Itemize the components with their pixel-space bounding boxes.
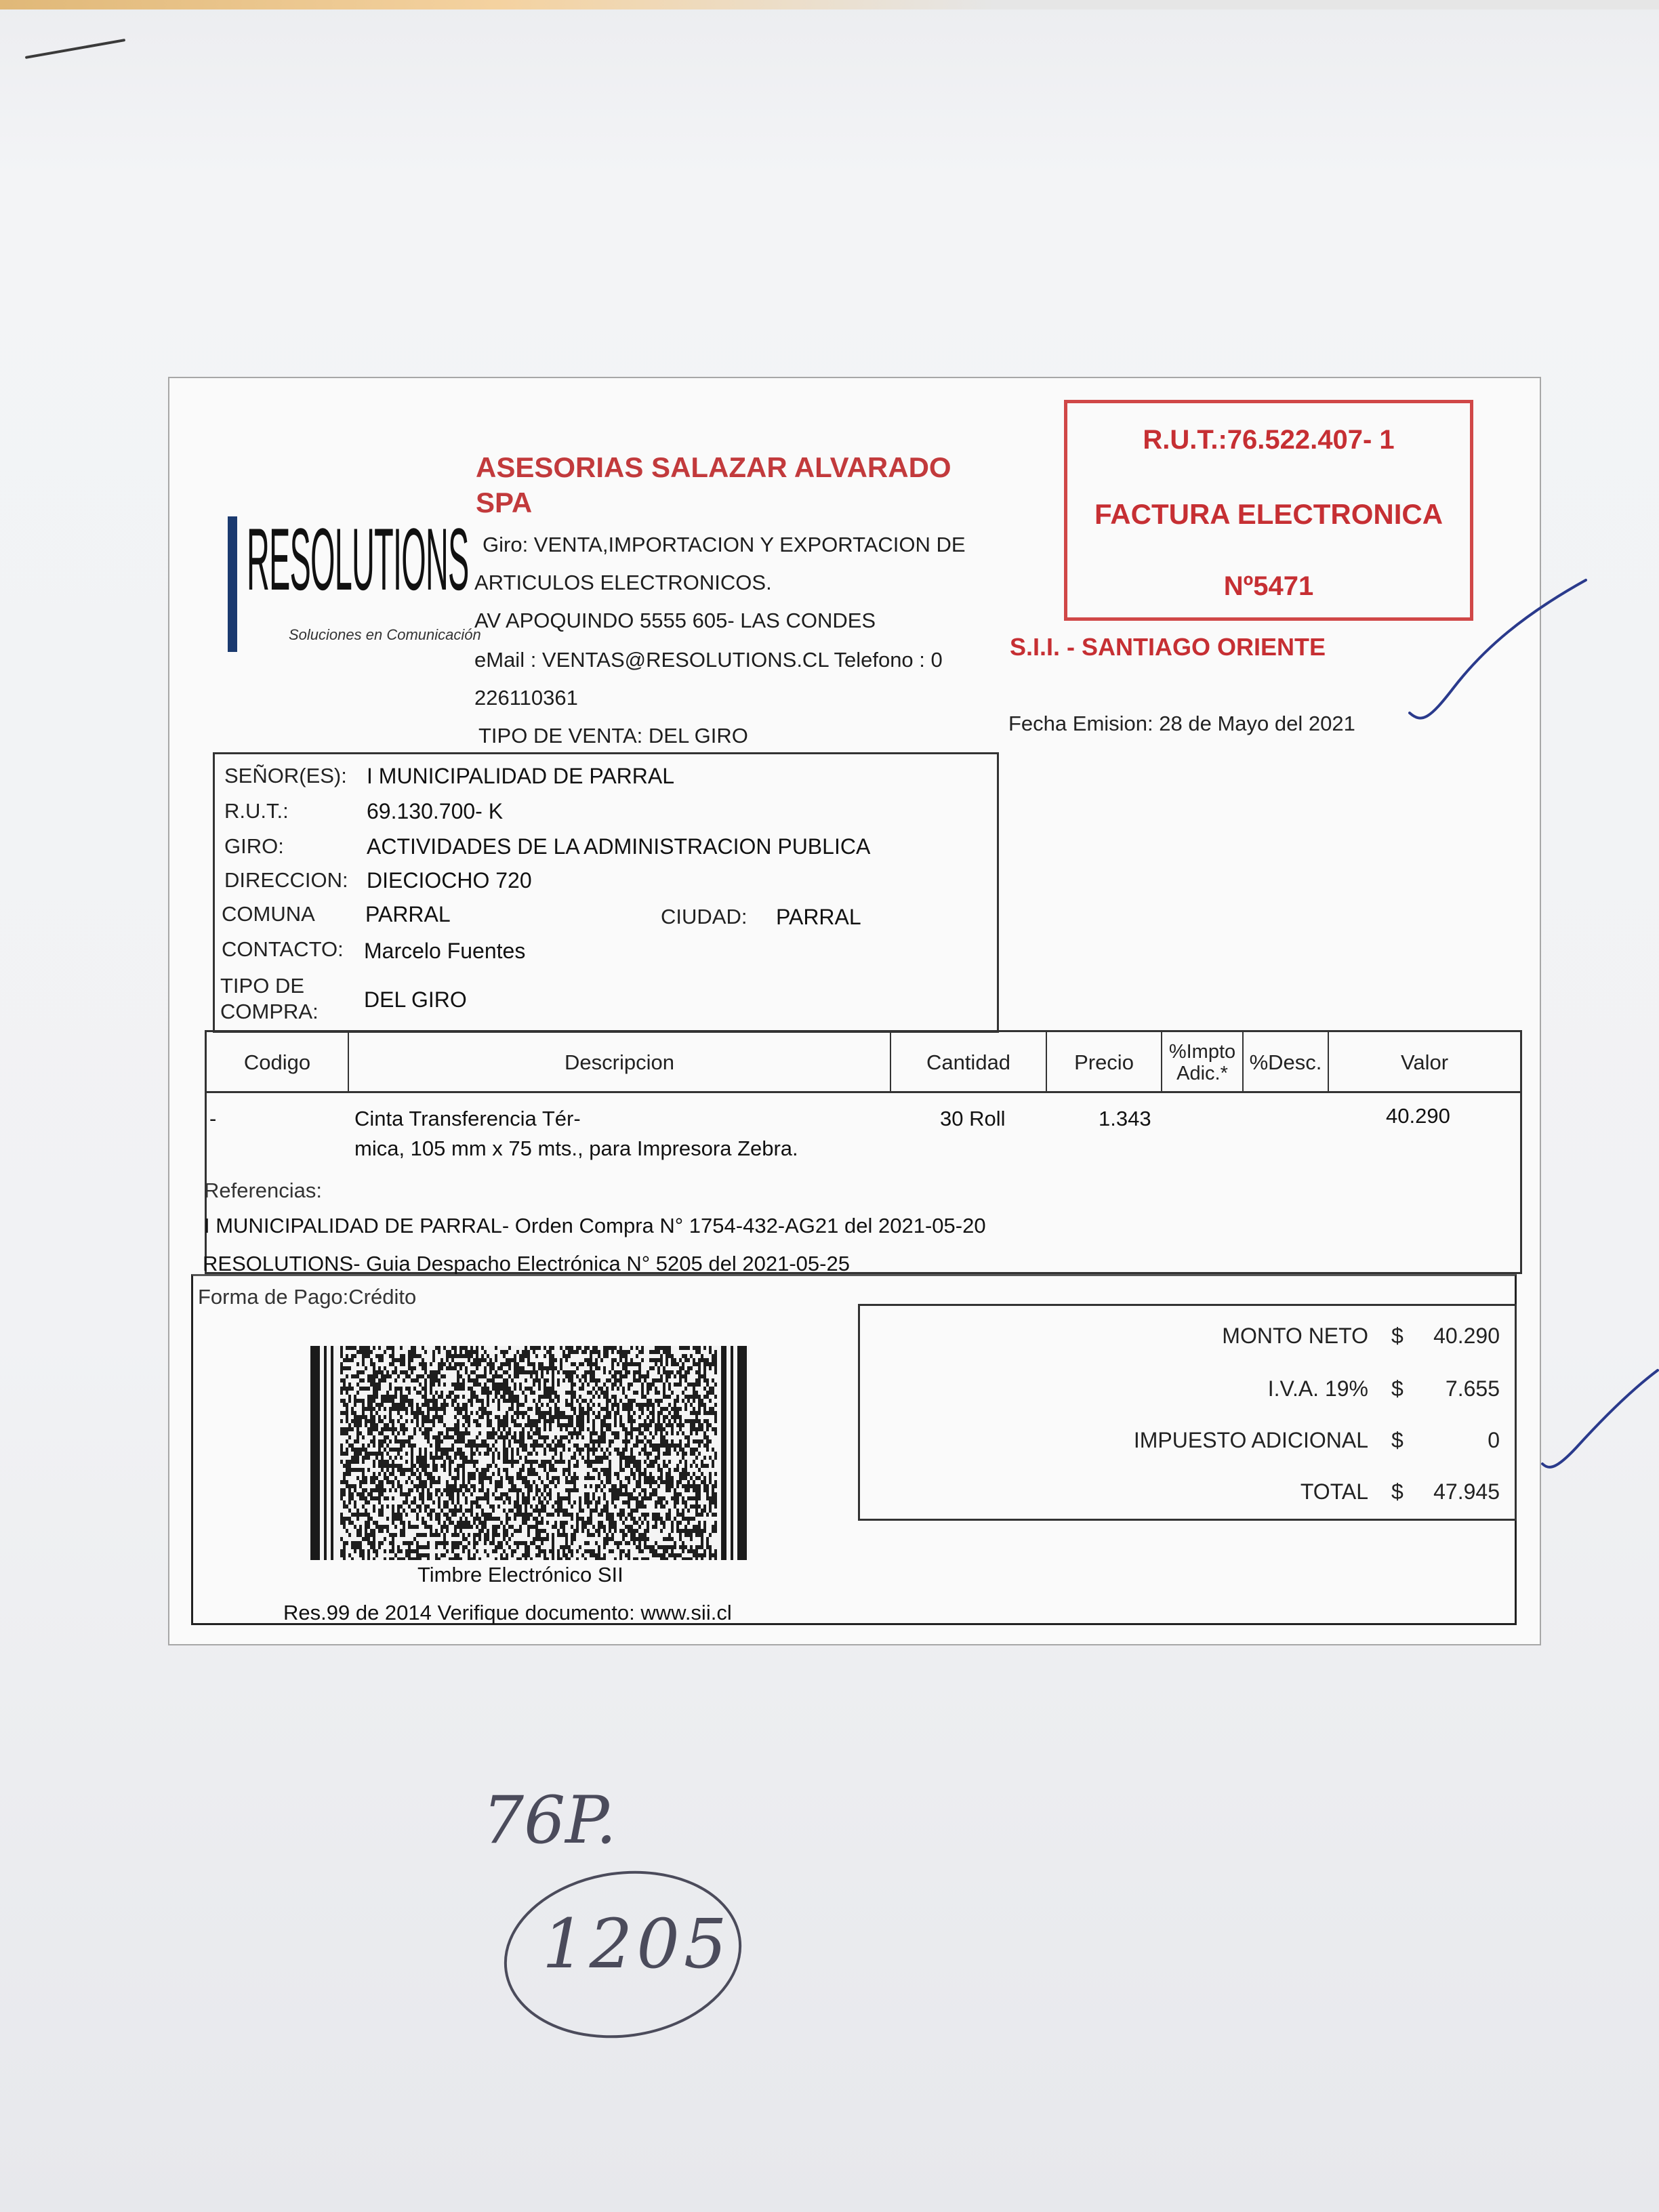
issuer-name-line1: ASESORIAS SALAZAR ALVARADO (476, 451, 951, 483)
handwritten-number: 1205 (542, 1904, 731, 1984)
client-box (213, 752, 999, 1033)
neto-value: 40.290 (1433, 1324, 1500, 1348)
sii-office: S.I.I. - SANTIAGO ORIENTE (1010, 633, 1326, 661)
giro-label: GIRO: (224, 834, 284, 858)
col-descripcion: Descripcion (349, 1032, 891, 1093)
electronic-stamp-barcode (310, 1346, 750, 1560)
col-impto (1162, 1032, 1244, 1093)
reference-1: I MUNICIPALIDAD DE PARRAL- Orden Compra N° 1754-432-AG21 del 2021-05-20 (204, 1214, 986, 1237)
row-codigo: - (209, 1107, 217, 1130)
direccion-value: DIECIOCHO 720 (367, 868, 532, 893)
senor-label: SEÑOR(ES): (224, 764, 347, 787)
iva-currency: $ (1391, 1376, 1404, 1401)
direccion-label: DIRECCION: (224, 868, 348, 892)
rut-label: R.U.T.: (224, 799, 289, 823)
checkmark-2 (1536, 1355, 1659, 1477)
stamp-caption: Timbre Electrónico SII (417, 1563, 623, 1586)
issuer-email: eMail : VENTAS@RESOLUTIONS.CL Telefono : 0 (474, 648, 943, 672)
col-impto-line2: Adic.* (1176, 1063, 1228, 1084)
tipo-compra-label-2: COMPRA: (220, 1000, 319, 1023)
items-table (205, 1030, 1522, 1274)
issuer-name-line2: SPA (476, 487, 533, 518)
comuna-label: COMUNA (222, 902, 315, 926)
issuer-phone: 226110361 (474, 686, 578, 710)
issuer-address: AV APOQUINDO 5555 605- LAS CONDES (474, 609, 876, 632)
company-logo: RESOLUTIONS (247, 510, 469, 609)
row-desc-line1: Cinta Transferencia Tér- (354, 1107, 581, 1130)
comuna-value: PARRAL (365, 902, 451, 926)
total-currency: $ (1391, 1479, 1404, 1504)
senor-value: I MUNICIPALIDAD DE PARRAL (367, 764, 675, 788)
col-impto-line1: %Impto (1168, 1041, 1236, 1063)
col-codigo: Codigo (207, 1032, 349, 1093)
sale-type: TIPO DE VENTA: DEL GIRO (478, 724, 748, 747)
issuer-giro-1: Giro: VENTA,IMPORTACION Y EXPORTACION DE (483, 533, 966, 556)
checkmark-1 (1403, 573, 1593, 729)
total-label: TOTAL (1300, 1479, 1368, 1504)
handwritten-note: 76P. (483, 1782, 617, 1858)
references-label: Referencias: (204, 1179, 323, 1202)
total-value: 47.945 (1433, 1479, 1500, 1504)
contacto-label: CONTACTO: (222, 937, 344, 961)
neto-currency: $ (1391, 1324, 1404, 1348)
logo-tagline: Soluciones en Comunicación (289, 626, 481, 643)
issuer-rut: R.U.T.:76.522.407- 1 (1143, 425, 1395, 455)
col-cantidad: Cantidad (891, 1032, 1047, 1093)
ciudad-label: CIUDAD: (661, 905, 747, 928)
giro-value: ACTIVIDADES DE LA ADMINISTRACION PUBLICA (367, 834, 871, 859)
issue-date-label: Fecha Emision: (1008, 712, 1153, 735)
issue-date-value: 28 de Mayo del 2021 (1159, 712, 1355, 735)
adic-value: 0 (1488, 1428, 1500, 1452)
rut-value: 69.130.700- K (367, 799, 504, 823)
logo-bar (228, 516, 237, 652)
row-precio: 1.343 (1099, 1107, 1151, 1130)
neto-label: MONTO NETO (1222, 1324, 1368, 1348)
ciudad-value: PARRAL (776, 905, 861, 929)
payment-method: Forma de Pago:Crédito (198, 1285, 417, 1309)
issuer-name (476, 450, 1018, 520)
stamp-resolution: Res.99 de 2014 Verifique documento: www.sii.cl (283, 1601, 732, 1624)
top-edge (0, 0, 1659, 9)
row-desc-line2: mica, 105 mm x 75 mts., para Impresora Zebra. (354, 1136, 798, 1160)
tipo-compra-value: DEL GIRO (364, 987, 467, 1012)
col-desc: %Desc. (1244, 1032, 1329, 1093)
iva-label: I.V.A. 19% (1267, 1376, 1368, 1401)
contacto-value: Marcelo Fuentes (364, 939, 526, 963)
row-cantidad: 30 Roll (940, 1107, 1006, 1130)
tipo-compra-label-1: TIPO DE (220, 974, 305, 998)
issue-date (1008, 712, 1355, 736)
adic-currency: $ (1391, 1428, 1404, 1452)
document-title: FACTURA ELECTRONICA (1094, 498, 1443, 530)
document-number: Nº5471 (1223, 571, 1314, 601)
totals-box (858, 1304, 1517, 1521)
pen-mark (25, 39, 125, 59)
adic-label: IMPUESTO ADICIONAL (1133, 1428, 1368, 1452)
table-header (207, 1032, 1520, 1093)
row-valor: 40.290 (1386, 1104, 1450, 1128)
col-precio: Precio (1047, 1032, 1162, 1093)
reference-2: RESOLUTIONS- Guia Despacho Electrónica N° 5205 del 2021-05-25 (203, 1252, 850, 1275)
pdf417-barcode (310, 1346, 750, 1560)
iva-value: 7.655 (1445, 1376, 1500, 1401)
issuer-giro-2: ARTICULOS ELECTRONICOS. (474, 571, 772, 594)
col-valor: Valor (1400, 1050, 1449, 1074)
